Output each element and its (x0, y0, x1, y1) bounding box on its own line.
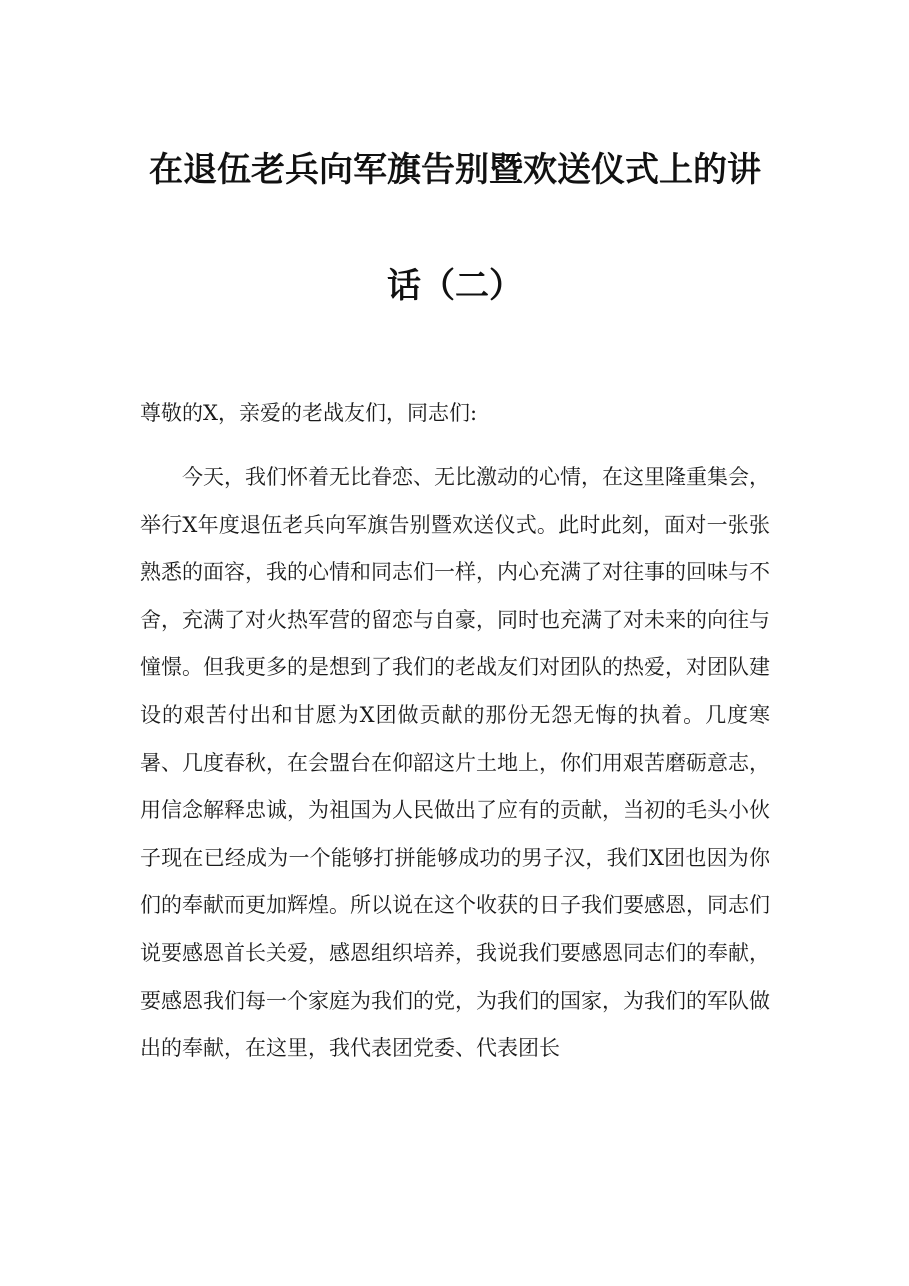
document-title-line1: 在退伍老兵向军旗告别暨欢送仪式上的讲 (149, 150, 761, 190)
salutation: 尊敬的X，亲爱的老战友们，同志们: (140, 401, 478, 425)
body-paragraph: 今天，我们怀着无比眷恋、无比激动的心情，在这里隆重集会，举行X年度退伍老兵向军旗告别暨欢送仪式。此时此刻，面对一张张熟悉的面容，我的心情和同志们一样，内心充满了对往事的回味与不舍，充满了对火热军营的留恋与自豪，同时也充满了对未来的向往与憧憬。但我更多的是想到了我们的老战友们对团队的热爱，对团队建设的艰苦付出和甘愿为X团做贡献的那份无怨无悔的执着。几度寒暑、几度春秋，在会盟台在仰韶这片土地上，你们用艰苦磨砺意志，用信念解释忠诚，为祖国为人民做出了应有的贡献，当初的毛头小伙子现在已经成为一个能够打拼能够成功的男子汉，我们X团也因为你们的奉献而更加辉煌。所以说在这个收获的日子我们要感恩，同志们说要感恩首长关爱，感恩组织培养，我说我们要感恩同志们的奉献，要感恩我们每一个家庭为我们的党，为我们的国家，为我们的军队做出的奉献，在这里，我代表团党委、代表团长 (140, 465, 770, 1061)
document-title-line2: 话（二） (387, 266, 523, 306)
